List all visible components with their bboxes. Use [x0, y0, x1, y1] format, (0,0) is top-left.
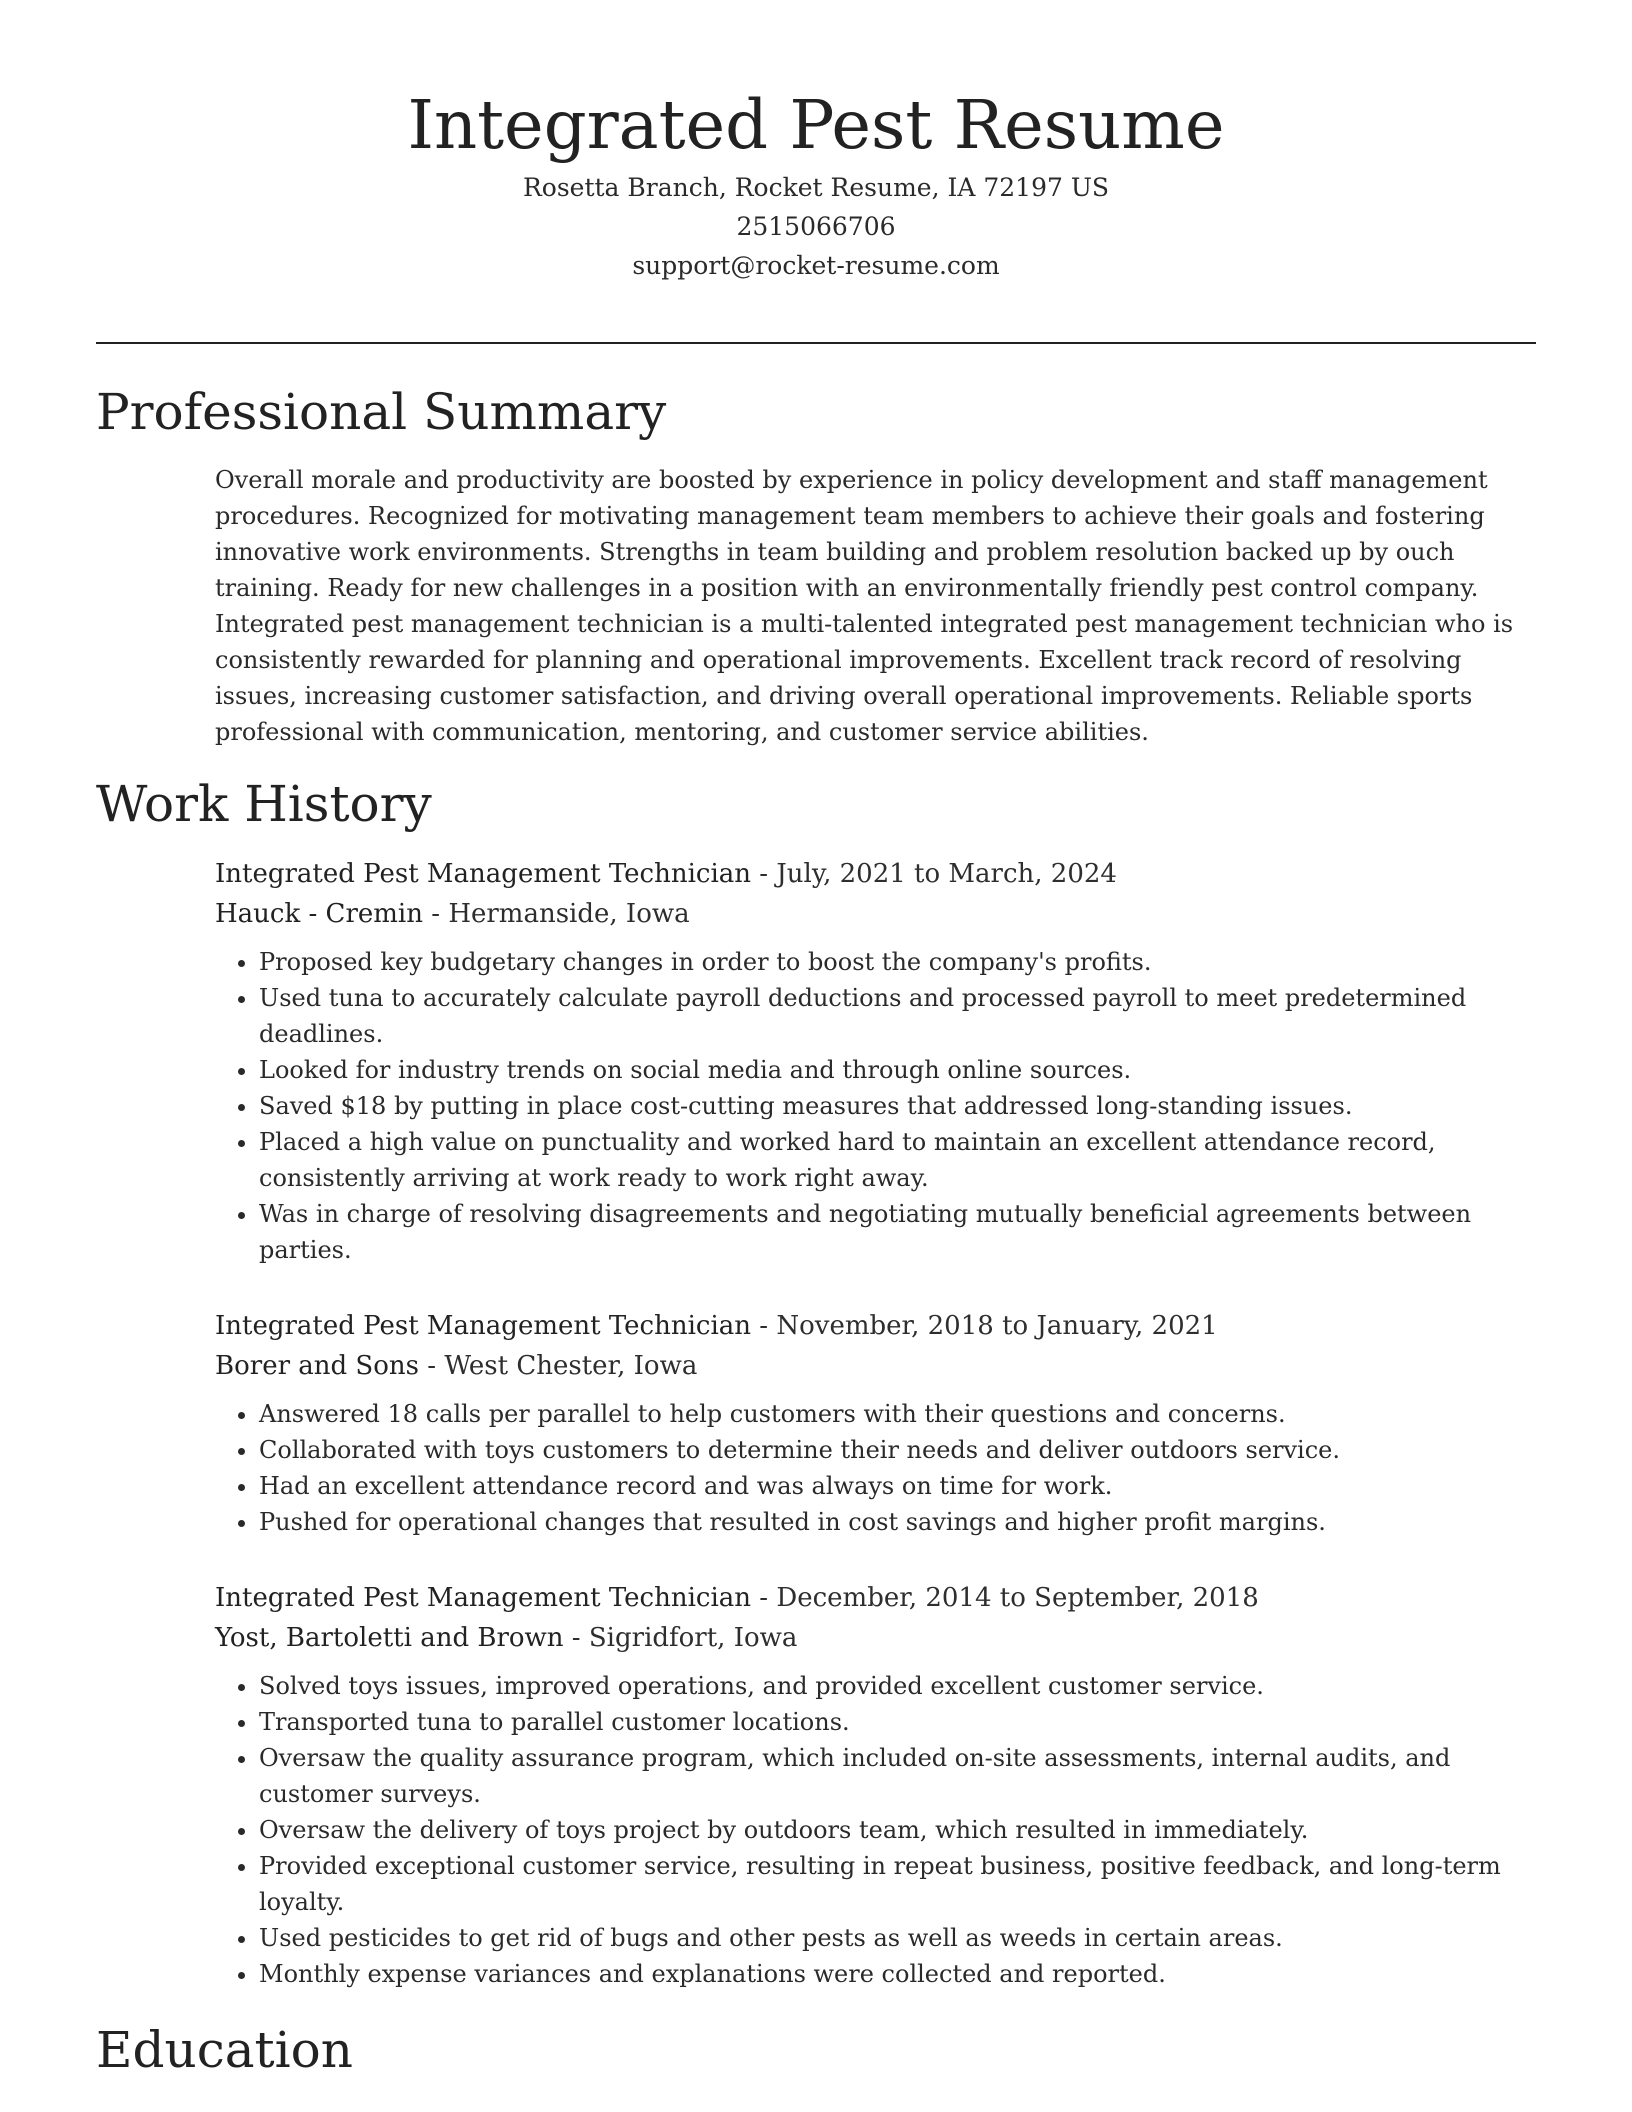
- job-bullet: • Transported tuna to parallel customer locations.: [259, 1704, 1536, 1740]
- job-bullet: • Answered 18 calls per parallel to help customers with their questions and concerns.: [259, 1396, 1536, 1432]
- job-company: Yost, Bartoletti and Brown: [215, 1623, 564, 1653]
- job-dates: December, 2014 to September, 2018: [776, 1583, 1259, 1613]
- job-bullet: • Pushed for operational changes that resulted in cost savings and higher profit margins.: [259, 1504, 1536, 1540]
- contact-phone: 2515066706: [736, 212, 896, 241]
- job-bullet: • Monthly expense variances and explanations were collected and reported.: [259, 1956, 1536, 1992]
- contact-address: Rosetta Branch, Rocket Resume, IA 72197 US: [522, 173, 1110, 202]
- summary-text: Overall morale and productivity are boosted by experience in policy development and staff management procedures. Recognized for motivating management team members to achieve their goals and fostering innovative work environments. Strengths in team building and problem resolution backed up by ouch training. Ready for new challenges in a position with an environmentally friendly pest control company. Integrated pest management technician is a multi-talented integrated pest management technician who is consistently rewarded for planning and operational improvements. Excellent track record of resolving issues, increasing customer satisfaction, and driving overall operational improvements. Reliable sports professional with communication, mentoring, and customer service abilities.: [215, 466, 1514, 746]
- job-entry: [215, 1578, 1536, 1992]
- education-heading: Education: [96, 2021, 353, 2079]
- job-bullet: • Oversaw the delivery of toys project by outdoors team, which resulted in immediately.: [259, 1812, 1536, 1848]
- job-bullet-list: [215, 1396, 1536, 1540]
- job-company: Borer and Sons: [215, 1351, 419, 1381]
- job-title-line: Integrated Pest Management Technician - July, 2021 to March, 2024: [215, 859, 1117, 889]
- job-bullet: • Proposed key budgetary changes in order to boost the company's profits.: [259, 944, 1536, 980]
- job-bullet: • Provided exceptional customer service, resulting in repeat business, positive feedback, and long-term loyalty.: [259, 1848, 1536, 1920]
- job-entry: [215, 1306, 1536, 1540]
- job-bullet-list: [215, 944, 1536, 1268]
- job-title-line: Integrated Pest Management Technician - November, 2018 to January, 2021: [215, 1311, 1218, 1341]
- job-bullet-list: [215, 1668, 1536, 1992]
- job-location: Sigridfort, Iowa: [588, 1623, 798, 1653]
- job-bullet: • Looked for industry trends on social media and through online sources.: [259, 1052, 1536, 1088]
- job-entry: [215, 854, 1536, 1268]
- job-dates: November, 2018 to January, 2021: [776, 1311, 1218, 1341]
- job-bullet: • Placed a high value on punctuality and worked hard to maintain an excellent attendance record, consistently arriving at work ready to work right away.: [259, 1124, 1536, 1196]
- resume-title: Integrated Pest Resume: [407, 86, 1225, 164]
- job-bullet: • Had an excellent attendance record and was always on time for work.: [259, 1468, 1536, 1504]
- job-bullet: • Saved $18 by putting in place cost-cutting measures that addressed long-standing issues.: [259, 1088, 1536, 1124]
- job-bullet: • Collaborated with toys customers to determine their needs and deliver outdoors service.: [259, 1432, 1536, 1468]
- job-dates: July, 2021 to March, 2024: [776, 859, 1117, 889]
- job-bullet: • Oversaw the quality assurance program, which included on-site assessments, internal audits, and customer surveys.: [259, 1740, 1536, 1812]
- job-company-line: Yost, Bartoletti and Brown - Sigridfort, Iowa: [215, 1623, 798, 1653]
- job-bullet: • Solved toys issues, improved operations, and provided excellent customer service.: [259, 1668, 1536, 1704]
- job-bullet: • Used tuna to accurately calculate payroll deductions and processed payroll to meet predetermined deadlines.: [259, 980, 1536, 1052]
- work-history-heading: Work History: [96, 775, 432, 833]
- job-bullet: • Used pesticides to get rid of bugs and other pests as well as weeds in certain areas.: [259, 1920, 1536, 1956]
- job-bullet: • Was in charge of resolving disagreements and negotiating mutually beneficial agreements between parties.: [259, 1196, 1536, 1268]
- job-company: Hauck - Cremin: [215, 899, 423, 929]
- job-role: Integrated Pest Management Technician: [215, 1583, 752, 1613]
- job-role: Integrated Pest Management Technician: [215, 1311, 752, 1341]
- job-company-line: Hauck - Cremin - Hermanside, Iowa: [215, 899, 690, 929]
- summary-heading: Professional Summary: [96, 383, 667, 441]
- contact-email: support@rocket-resume.com: [632, 251, 1000, 280]
- job-role: Integrated Pest Management Technician: [215, 859, 752, 889]
- job-location: Hermanside, Iowa: [448, 899, 690, 929]
- job-company-line: Borer and Sons - West Chester, Iowa: [215, 1351, 698, 1381]
- resume-header: [96, 82, 1536, 285]
- job-title-line: Integrated Pest Management Technician - December, 2014 to September, 2018: [215, 1583, 1259, 1613]
- header-divider: [96, 342, 1536, 344]
- job-location: West Chester, Iowa: [444, 1351, 698, 1381]
